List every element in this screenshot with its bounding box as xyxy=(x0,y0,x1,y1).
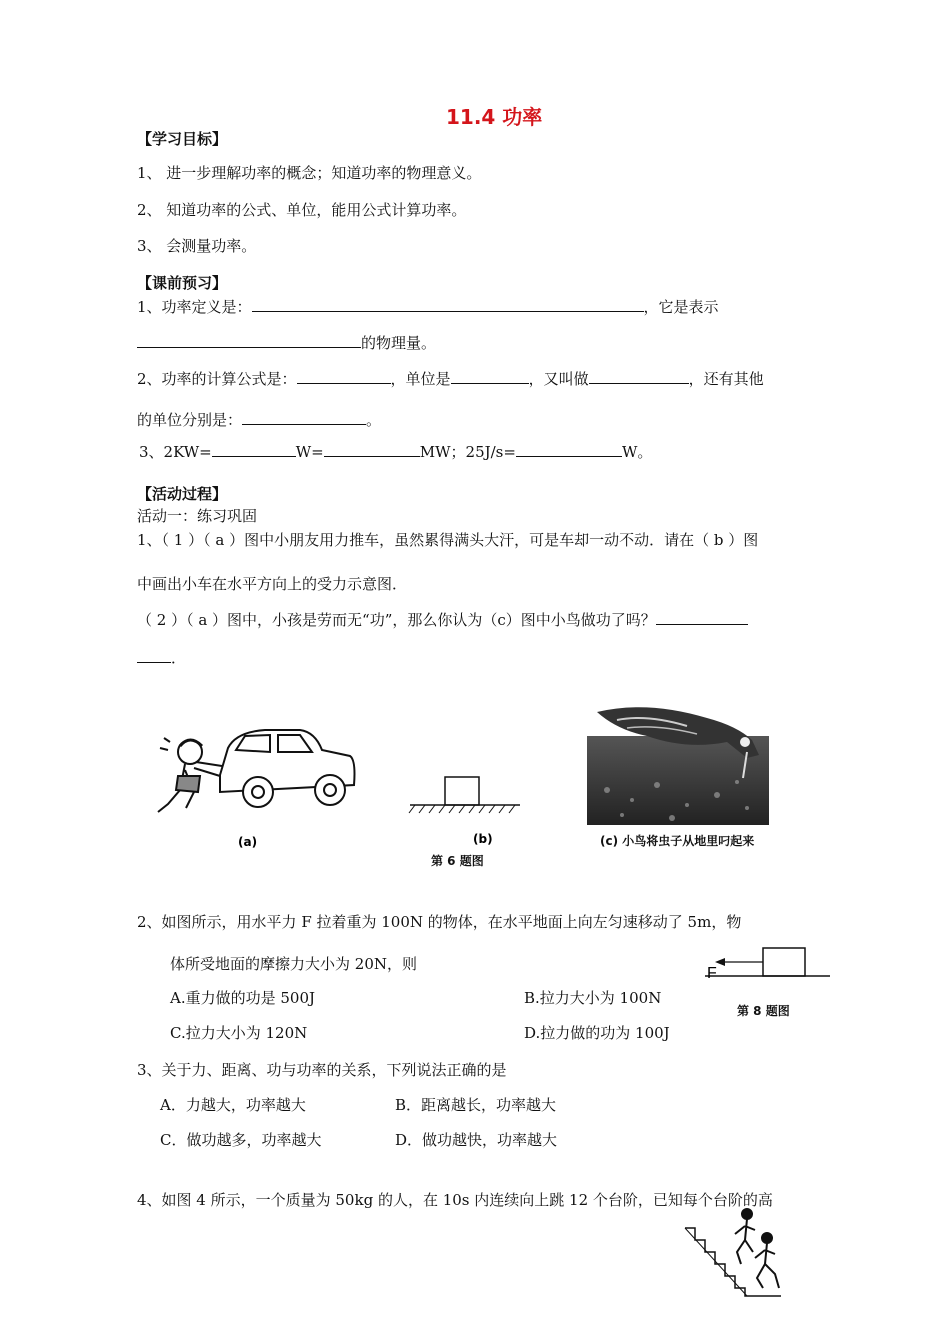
preview-q3-line xyxy=(139,442,652,462)
answer-blank[interactable] xyxy=(137,648,171,663)
answer-blank[interactable] xyxy=(324,442,420,457)
preview-q3-w: W= xyxy=(295,443,324,461)
period: ． xyxy=(171,649,187,667)
section-heading-goals: 【学习目标】 xyxy=(137,130,228,148)
q4-stem: 4、如图 4 所示，一个质量为 50kg 的人，在 10s 内连续向上跳 12 个台阶，已知每个台阶的高 xyxy=(137,1191,773,1209)
preview-q3-mw: MW；25J/s= xyxy=(419,443,516,461)
q3-option-b[interactable]: B．距离越长，功率越大 xyxy=(395,1096,557,1114)
figure-4-stairs-jumper xyxy=(685,1208,785,1300)
figure-8-caption: 第 8 题图 xyxy=(737,1004,790,1018)
preview-q2-unit-label: ，单位是 xyxy=(390,370,451,388)
preview-q1-mid: ，它是表示 xyxy=(643,298,719,316)
q2-option-a[interactable]: A.重力做的功是 500J xyxy=(170,989,316,1007)
q3-stem: 3、关于力、距离、功与功率的关系，下列说法正确的是 xyxy=(137,1061,507,1079)
figure-8-force-diagram xyxy=(705,948,830,988)
figure-a-label: (a) xyxy=(238,835,258,849)
answer-blank[interactable] xyxy=(451,369,529,384)
q3-option-d[interactable]: D．做功越快，功率越大 xyxy=(395,1131,558,1149)
preview-q1-line2 xyxy=(137,333,436,353)
answer-blank[interactable] xyxy=(589,369,689,384)
preview-q2-line1 xyxy=(137,369,764,389)
preview-q2-alias-label: ，又叫做 xyxy=(528,370,589,388)
activity-q2-line1 xyxy=(137,610,748,630)
period: 。 xyxy=(366,411,382,429)
preview-q3-suffix: W。 xyxy=(621,443,653,461)
answer-blank[interactable] xyxy=(252,297,644,312)
answer-blank[interactable] xyxy=(297,369,391,384)
goal-1: 1、 进一步理解功率的概念；知道功率的物理意义。 xyxy=(137,164,482,182)
q2-stem-line1: 2、如图所示，用水平力 F 拉着重为 100N 的物体，在水平地面上向左匀速移动了 5m，物 xyxy=(137,913,742,931)
q3-option-a[interactable]: A．力越大，功率越大 xyxy=(160,1096,306,1114)
answer-blank[interactable] xyxy=(212,442,296,457)
goal-3: 3、 会测量功率。 xyxy=(137,237,257,255)
q2-option-d[interactable]: D.拉力做的功为 100J xyxy=(524,1024,670,1042)
figure-c-label: (c) 小鸟将虫子从地里叼起来 xyxy=(600,834,755,848)
activity-q1-line1: 1、（ 1 ）（ a ）图中小朋友用力推车，虽然累得满头大汗，可是车却一动不动．请在（ b ）图 xyxy=(137,531,759,549)
figure-a-child-pushing-car xyxy=(150,700,360,849)
preview-q1-line1 xyxy=(137,297,719,317)
force-f-label: F xyxy=(707,965,717,982)
figure-b-label: (b) xyxy=(473,832,493,846)
answer-blank[interactable] xyxy=(656,610,748,625)
answer-blank[interactable] xyxy=(242,410,366,425)
goal-2: 2、 知道功率的公式、单位，能用公式计算功率。 xyxy=(137,201,467,219)
preview-q2-line2 xyxy=(137,410,381,430)
answer-blank[interactable] xyxy=(516,442,622,457)
activity-q2-text: （ 2 ）（ a ）图中，小孩是劳而无“功”，那么你认为（c）图中小鸟做功了吗？ xyxy=(137,611,656,629)
figure-b-block-on-ground xyxy=(405,775,525,846)
section-heading-preview: 【课前预习】 xyxy=(137,274,228,292)
q3-option-c[interactable]: C．做功越多，功率越大 xyxy=(160,1131,322,1149)
q2-option-c[interactable]: C.拉力大小为 120N xyxy=(170,1024,308,1042)
section-heading-activity: 【活动过程】 xyxy=(137,485,228,503)
activity-q2-line2 xyxy=(137,648,186,668)
answer-blank[interactable] xyxy=(137,333,361,348)
preview-q2-other-label: ，还有其他 xyxy=(688,370,764,388)
preview-q2-prefix: 2、功率的计算公式是： xyxy=(137,370,297,388)
page-title: 11.4 功率 xyxy=(446,105,543,129)
activity-1-label: 活动一：练习巩固 xyxy=(137,507,258,525)
preview-q1-prefix: 1、功率定义是： xyxy=(137,298,252,316)
preview-q1-suffix: 的物理量。 xyxy=(361,334,437,352)
q2-option-b[interactable]: B.拉力大小为 100N xyxy=(524,989,662,1007)
q2-stem-line2: 体所受地面的摩擦力大小为 20N，则 xyxy=(170,955,417,973)
preview-q3-prefix: 3、2KW= xyxy=(139,443,212,461)
figure-c-bird-photo xyxy=(587,700,769,825)
activity-q1-line2: 中画出小车在水平方向上的受力示意图． xyxy=(137,575,408,593)
preview-q2-units-label: 的单位分别是： xyxy=(137,411,243,429)
figure-6-caption: 第 6 题图 xyxy=(431,854,484,868)
